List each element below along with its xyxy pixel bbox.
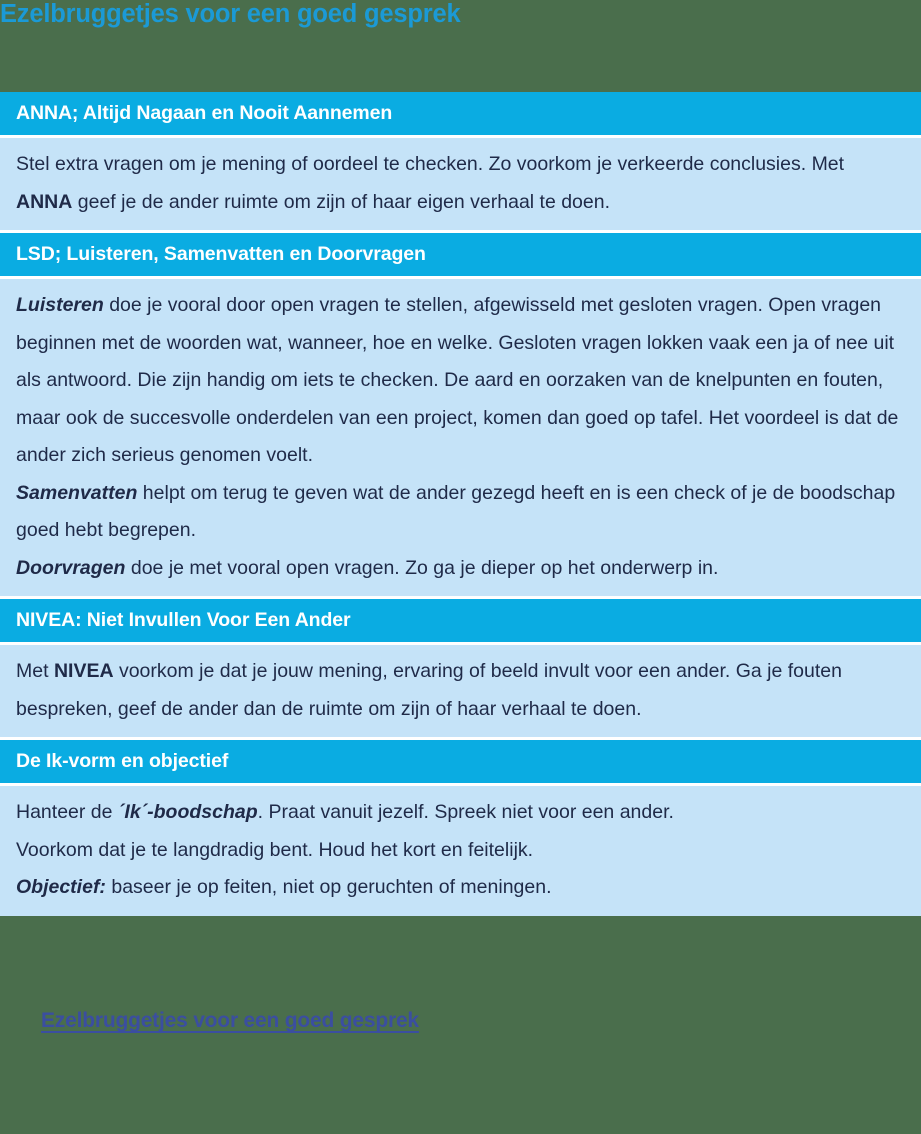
section-header[interactable]: NIVEA: Niet Invullen Voor Een Ander <box>0 599 921 642</box>
emphasis-bold: NIVEA <box>53 660 114 682</box>
paragraph <box>16 869 905 907</box>
paragraph <box>16 832 905 870</box>
section-body <box>0 138 921 230</box>
section-header[interactable]: ANNA; Altijd Nagaan en Nooit Aannemen <box>0 92 921 135</box>
section-body <box>0 645 921 737</box>
paragraph <box>16 550 905 588</box>
text-run: . Praat vanuit jezelf. Spreek niet voor een ander. <box>257 801 674 823</box>
text-run: Voorkom dat je te langdradig bent. Houd het kort en feitelijk. <box>16 838 534 861</box>
text-run: Met <box>16 660 54 682</box>
text-run: geef je de ander ruimte om zijn of haar eigen verhaal te doen. <box>72 190 611 213</box>
accordion-panel <box>0 92 921 916</box>
paragraph <box>16 475 905 550</box>
text-run: voorkom je dat je jouw mening, ervaring of beeld invult voor een ander. Ga je fouten bespreken, geef de ander dan de ruimte om zijn of haar verhaal te doen. <box>16 660 842 720</box>
emphasis-term: Doorvragen <box>16 556 126 579</box>
text-run: baseer je op feiten, niet op geruchten of meningen. <box>105 876 552 898</box>
text-run: doe je met vooral open vragen. Zo ga je dieper op het onderwerp in. <box>125 556 719 579</box>
paragraph <box>16 146 905 221</box>
section-header[interactable]: LSD; Luisteren, Samenvatten en Doorvragen <box>0 233 921 276</box>
footer-link[interactable]: Ezelbruggetjes voor een goed gesprek <box>41 1009 419 1032</box>
emphasis-term: Samenvatten <box>16 481 138 504</box>
section-header[interactable]: De Ik-vorm en objectief <box>0 740 921 783</box>
emphasis-term: Luisteren <box>16 294 104 316</box>
page-title: Ezelbruggetjes voor een goed gesprek <box>0 0 461 28</box>
text-run: doe je vooral door open vragen te stellen, afgewisseld met gesloten vragen. Open vragen beginnen met de woorden wat, wanneer, hoe en welke. Gesloten vragen lokken vaak een ja of nee uit als antwoord. Die zijn handig om iets te checken. De aard en oorzaken van de knelpunten en fouten, maar ook de succesvolle onderdelen van een project, komen dan goed op tafel. Het voordeel is dat de ander zich serieus genomen voelt. <box>16 294 899 466</box>
section-body <box>0 786 921 916</box>
emphasis-term: ´Ik´-boodschap <box>117 801 258 823</box>
emphasis-bold: ANNA <box>16 190 73 213</box>
paragraph <box>16 287 905 475</box>
text-run: helpt om terug te geven wat de ander gezegd heeft en is een check of je de boodschap goed hebt begrepen. <box>16 481 896 541</box>
section-body <box>0 279 921 596</box>
emphasis-term: Objectief: <box>16 876 106 898</box>
paragraph <box>16 794 905 832</box>
text-run: Stel extra vragen om je mening of oordeel te checken. Zo voorkom je verkeerde conclusies. Met <box>16 153 845 175</box>
paragraph <box>16 653 905 728</box>
text-run: Hanteer de <box>16 801 118 823</box>
